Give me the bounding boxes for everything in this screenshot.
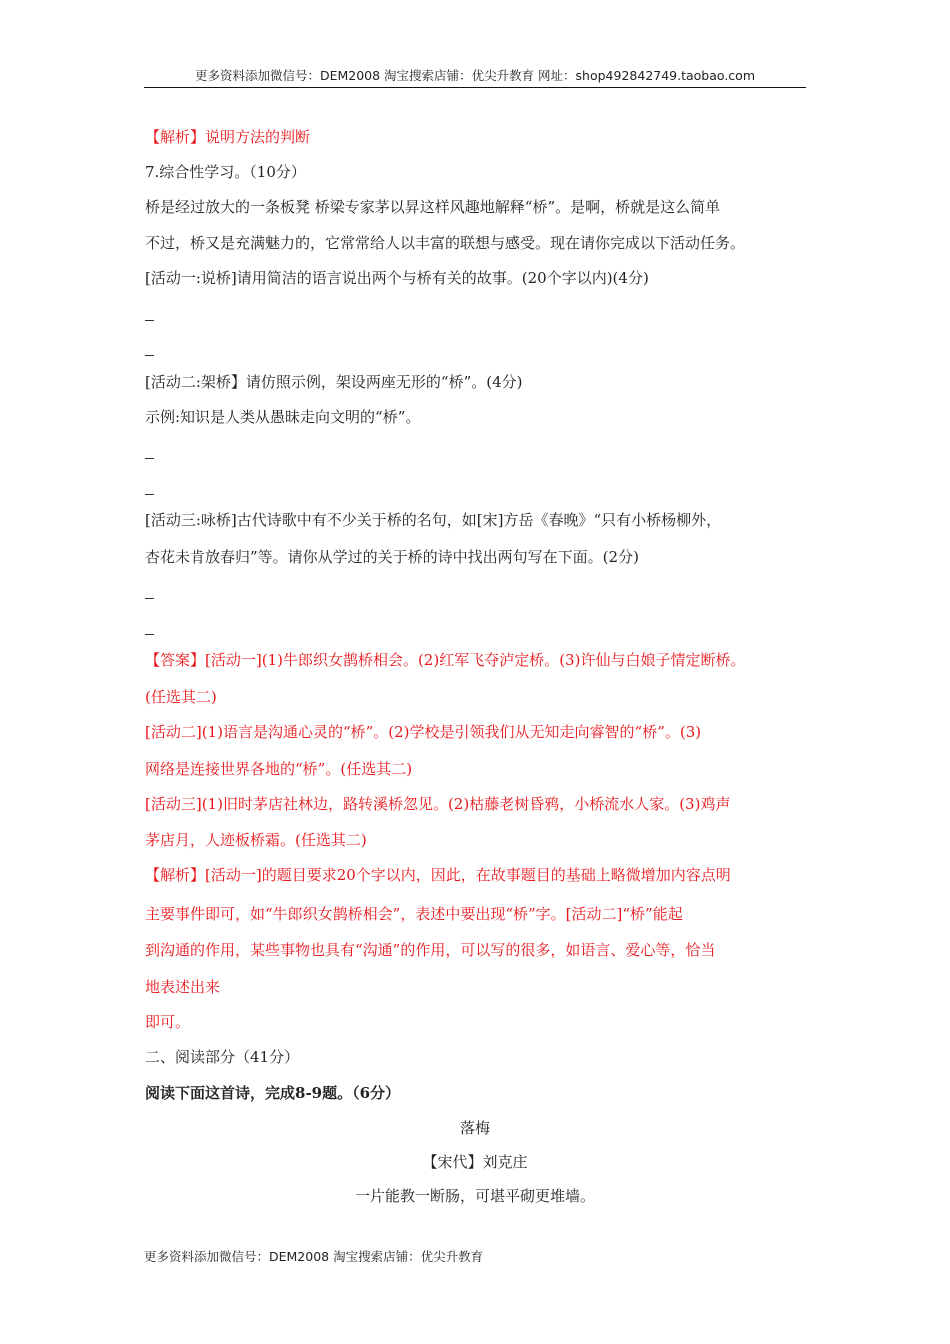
analysis-paragraph-4: 地表述出来	[145, 978, 221, 996]
analysis-line: 【解析】说明方法的判断	[145, 128, 311, 146]
answer-blank	[145, 494, 154, 495]
poem-line: 一片能教一断肠，可堪平砌更堆墙。	[354, 1187, 595, 1205]
header-divider	[144, 87, 806, 88]
poem-title: 落梅	[459, 1119, 490, 1137]
page-header: 更多资料添加微信号：DEM2008 淘宝搜索店铺：优尖升教育 网址：shop492842749.taobao.com	[194, 68, 756, 83]
answer-blank	[145, 634, 154, 635]
reading-instruction: 阅读下面这首诗，完成8-9题。（6分）	[145, 1084, 401, 1102]
answer-activity-3-cont: 茅店月，人迹板桥霜。(任选其二)	[145, 831, 367, 849]
activity-2-example: 示例:知识是人类从愚昧走向文明的“桥”。	[145, 408, 421, 426]
answer-activity-1-note: (任选其二)	[145, 688, 217, 706]
answer-activity-2-cont: 网络是连接世界各地的“桥”。(任选其二)	[145, 760, 413, 778]
analysis-paragraph-2: 主要事件即可，如“牛郎织女鹊桥相会”，表述中要出现“桥”字。[活动二]“桥”能起	[145, 905, 683, 923]
activity-3-prompt-1: [活动三:咏桥]古代诗歌中有不少关于桥的名句，如[宋]方岳《春晚》“只有小桥杨柳外，	[145, 511, 722, 529]
answer-activity-3: [活动三](1)旧时茅店社林边，路转溪桥忽见。(2)枯藤老树昏鸦，小桥流水人家。(3)鸡声	[145, 795, 731, 813]
answer-blank	[145, 355, 154, 356]
question-7-intro-2: 不过，桥又是充满魅力的，它常常给人以丰富的联想与感受。现在请你完成以下活动任务。	[145, 234, 746, 252]
section-reading-title: 二、阅读部分（41分）	[145, 1048, 300, 1066]
answer-blank	[145, 320, 154, 321]
analysis-paragraph-3: 到沟通的作用，某些事物也具有“沟通”的作用，可以写的很多，如语言、爱心等，恰当	[145, 941, 716, 959]
answer-activity-1: 【答案】[活动一](1)牛郎织女鹊桥相会。(2)红军飞夺泸定桥。(3)许仙与白娘子情定断桥。	[145, 651, 746, 669]
analysis-paragraph-1: 【解析】[活动一]的题目要求20个字以内，因此，在故事题目的基础上略微增加内容点明	[145, 866, 731, 884]
poem-author: 【宋代】刘克庄	[422, 1153, 528, 1171]
answer-activity-2: [活动二](1)语言是沟通心灵的“桥”。(2)学校是引领我们从无知走向睿智的“桥”。(3)	[145, 723, 702, 741]
activity-2-prompt: [活动二:架桥】请仿照示例，架设两座无形的“桥”。(4分)	[145, 373, 523, 391]
analysis-paragraph-5: 即可。	[145, 1013, 191, 1031]
answer-blank	[145, 458, 154, 459]
question-7-intro-1: 桥是经过放大的一条板凳 桥梁专家茅以昇这样风趣地解释“桥”。是啊，桥就是这么简单	[145, 198, 721, 216]
activity-3-prompt-2: 杏花未肯放春归”等。请你从学过的关于桥的诗中找出两句写在下面。(2分)	[145, 548, 639, 566]
page-footer: 更多资料添加微信号：DEM2008 淘宝搜索店铺：优尖升教育	[144, 1249, 484, 1264]
question-7-title: 7.综合性学习。（10分）	[145, 163, 306, 181]
answer-blank	[145, 598, 154, 599]
activity-1-prompt: [活动一:说桥]请用简洁的语言说出两个与桥有关的故事。(20个字以内)(4分)	[145, 269, 649, 287]
